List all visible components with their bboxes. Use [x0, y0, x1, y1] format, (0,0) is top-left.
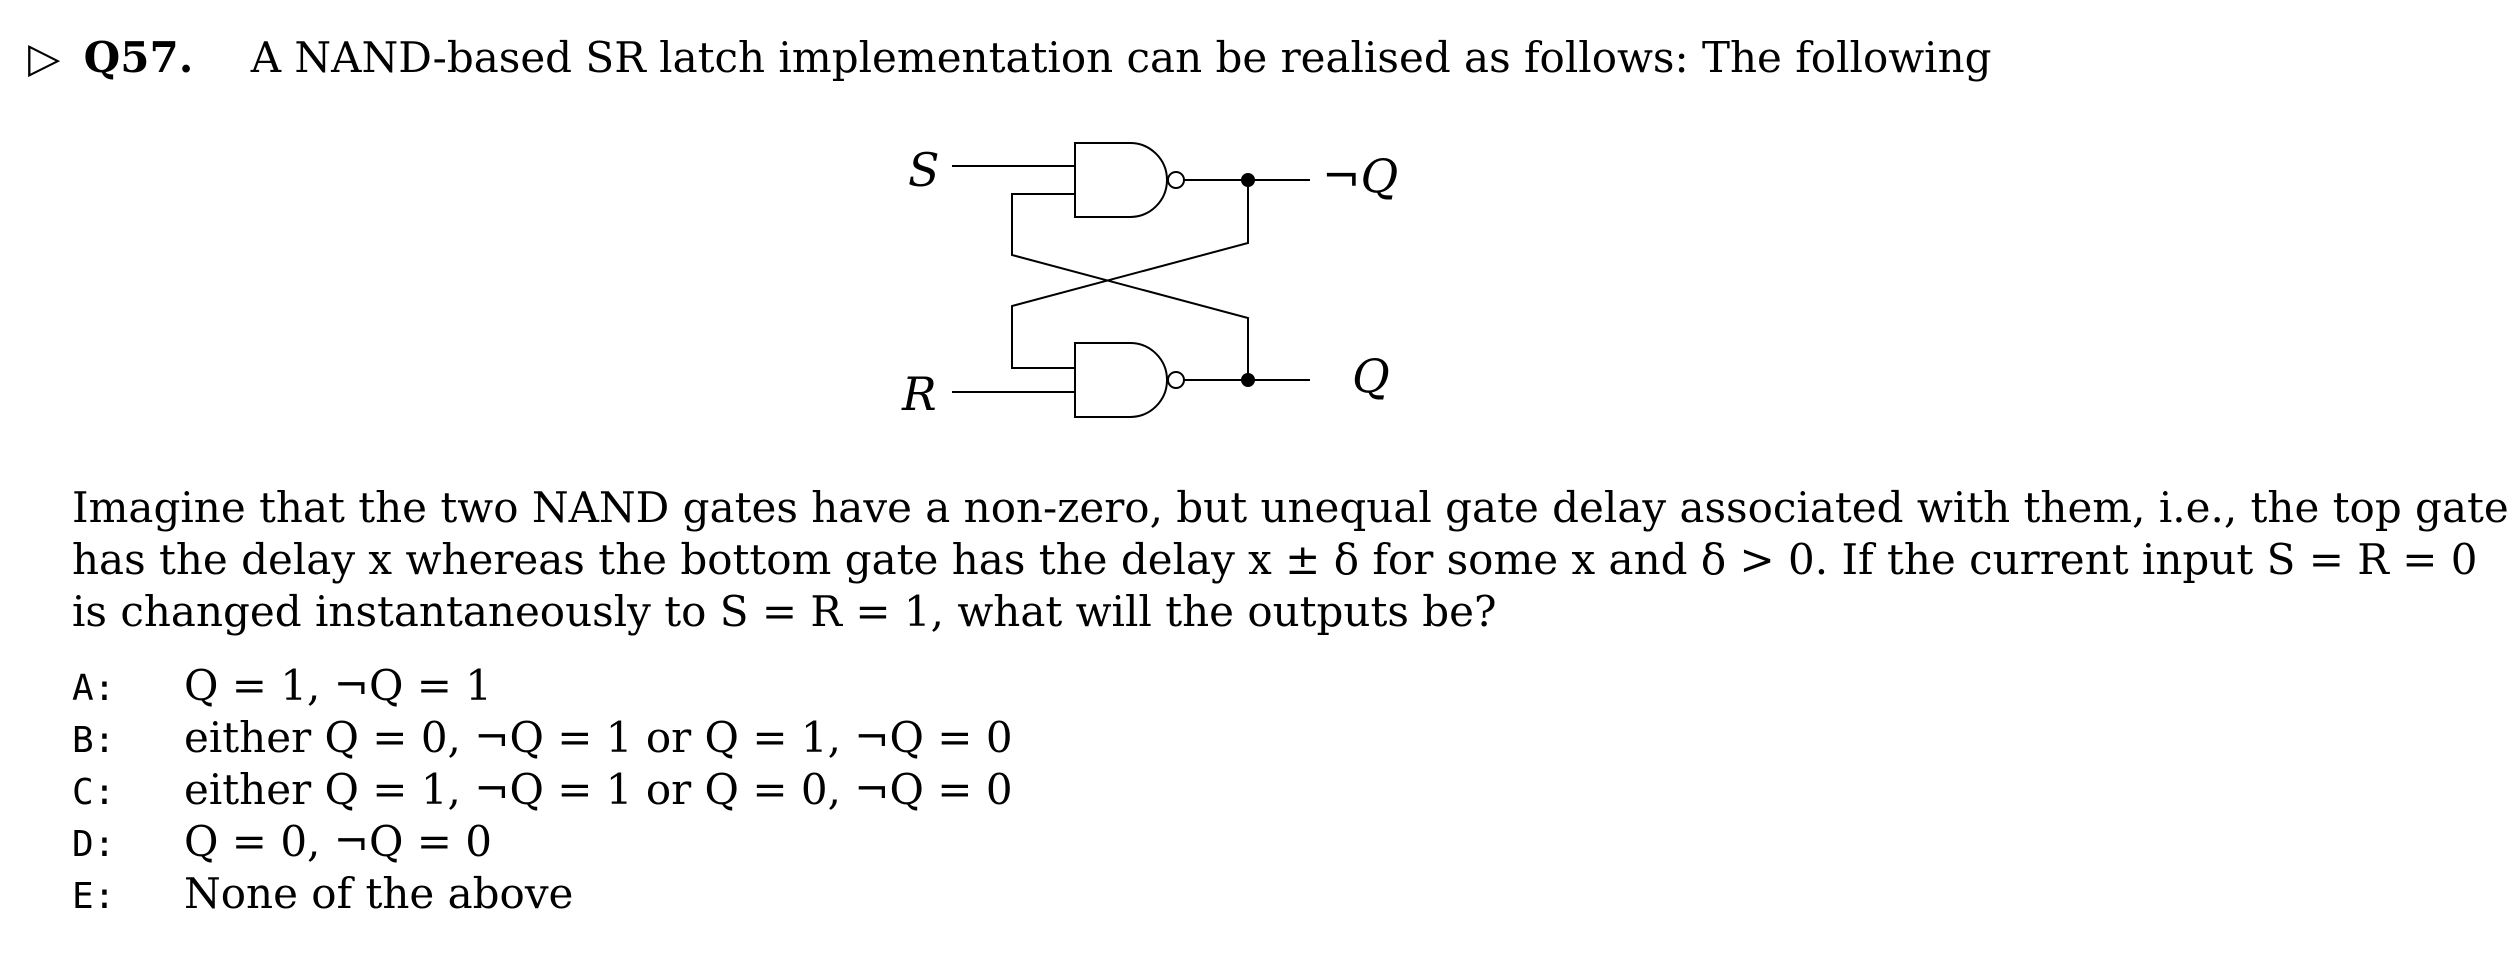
not-q-label: ¬Q — [1322, 149, 1399, 203]
option-b[interactable] — [72, 712, 1013, 767]
top-nand-bubble — [1168, 172, 1184, 188]
feedback-wire-top-to-bottom — [1012, 180, 1248, 368]
r-label: R — [902, 367, 937, 421]
option-a[interactable] — [72, 660, 492, 715]
body-line: is changed instantaneously to S = R = 1, what will the outputs be? — [72, 587, 1497, 636]
option-text: Q = 1, ¬Q = 1 — [184, 661, 492, 710]
option-text: either Q = 1, ¬Q = 1 or Q = 0, ¬Q = 0 — [184, 765, 1013, 814]
top-junction-dot — [1241, 173, 1255, 187]
top-nand-gate — [1075, 143, 1167, 217]
option-text: either Q = 0, ¬Q = 1 or Q = 1, ¬Q = 0 — [184, 713, 1013, 762]
q-label: Q — [1352, 349, 1390, 403]
option-text: None of the above — [184, 869, 574, 918]
sr-latch-diagram — [880, 120, 1420, 440]
option-label: C: — [72, 772, 116, 813]
option-label: A: — [72, 668, 116, 709]
question-header — [28, 30, 1992, 86]
option-d[interactable] — [72, 816, 492, 871]
option-e[interactable] — [72, 868, 573, 923]
bottom-nand-gate — [1075, 343, 1167, 417]
option-label: D: — [72, 824, 116, 865]
option-c[interactable] — [72, 764, 1013, 819]
bottom-nand-bubble — [1168, 372, 1184, 388]
question-body — [72, 482, 2509, 638]
bottom-junction-dot — [1241, 373, 1255, 387]
option-text: Q = 0, ¬Q = 0 — [184, 817, 492, 866]
option-label: E: — [72, 876, 116, 917]
question-number: Q57. — [83, 33, 194, 82]
s-label: S — [908, 143, 940, 197]
feedback-wire-bottom-to-top — [1012, 194, 1248, 380]
question-marker-icon: ▷ — [28, 33, 61, 82]
body-line: Imagine that the two NAND gates have a non-zero, but unequal gate delay associated with them, i.e., the top gate — [72, 483, 2509, 532]
body-line: has the delay x whereas the bottom gate has the delay x ± δ for some x and δ > 0. If the current input S = R = 0 — [72, 535, 2478, 584]
question-intro: A NAND-based SR latch implementation can be realised as follows: The following — [250, 33, 1992, 82]
option-label: B: — [72, 720, 116, 761]
